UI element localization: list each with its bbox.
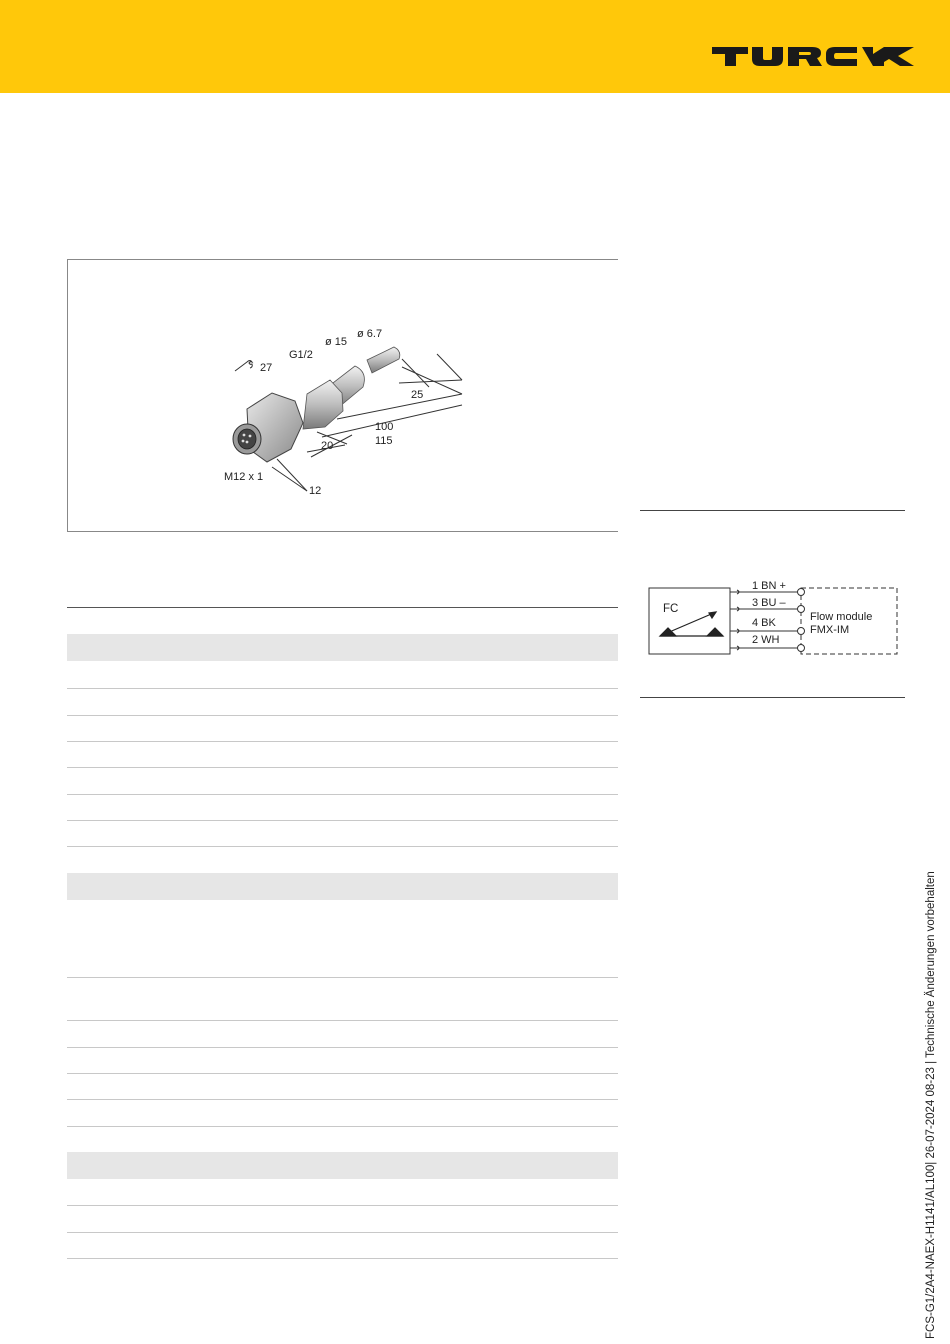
- module-name-line2: FMX-IM: [810, 624, 850, 636]
- dim-20-label: 20: [321, 440, 334, 452]
- table-section-row: [67, 634, 618, 661]
- table-row: [67, 688, 618, 715]
- pin-3-label: 3 BU –: [752, 597, 786, 609]
- table-row: [67, 715, 618, 741]
- wiring-section-bottom-rule: [640, 697, 905, 698]
- table-row: [67, 1258, 618, 1259]
- dim-115-label: 115: [375, 435, 393, 447]
- dim-100-label: 100: [375, 421, 394, 433]
- dim-tip-length-label: 25: [411, 389, 424, 401]
- thread-label: G1/2: [289, 349, 313, 361]
- table-row: [67, 977, 618, 1020]
- device-label: FC: [663, 603, 679, 615]
- pin-4-label: 4 BK: [752, 617, 776, 629]
- dimension-drawing: [67, 259, 618, 532]
- table-row: [67, 1020, 618, 1047]
- document-side-note: FCS-G1/2A4-NAEX-H1141/AL100| 26-07-2024 08-23 | Technische Änderungen vorbehalten: [925, 871, 937, 1339]
- dim-12-label: 12: [309, 485, 322, 497]
- table-section-row: [67, 873, 618, 900]
- table-row: [67, 1073, 618, 1099]
- wrench-icon: [235, 361, 252, 372]
- turck-logo: [712, 44, 914, 68]
- diameter-body-label: ø 15: [325, 336, 348, 348]
- table-section-row: [67, 1152, 618, 1179]
- wiring-section-top-rule: [640, 510, 905, 511]
- table-row: [67, 607, 618, 634]
- table-row: [67, 741, 618, 767]
- pin-1-label: 1 BN +: [752, 580, 786, 592]
- table-row: [67, 1232, 618, 1258]
- table-row: [67, 820, 618, 846]
- table-row: [67, 1099, 618, 1126]
- pin-2-label: 2 WH: [752, 634, 780, 646]
- table-row: [67, 767, 618, 794]
- table-row: [67, 846, 618, 873]
- connector-label: M12 x 1: [224, 471, 264, 483]
- table-row: [67, 1047, 618, 1073]
- table-row: [67, 1126, 618, 1152]
- table-row: [67, 1205, 618, 1232]
- wiring-diagram: [640, 576, 905, 666]
- wrench-size-label: 27: [260, 362, 273, 374]
- header-bar: [0, 0, 950, 93]
- table-row: [67, 794, 618, 820]
- diameter-tip-label: ø 6.7: [357, 328, 383, 340]
- module-name-line1: Flow module: [810, 611, 873, 623]
